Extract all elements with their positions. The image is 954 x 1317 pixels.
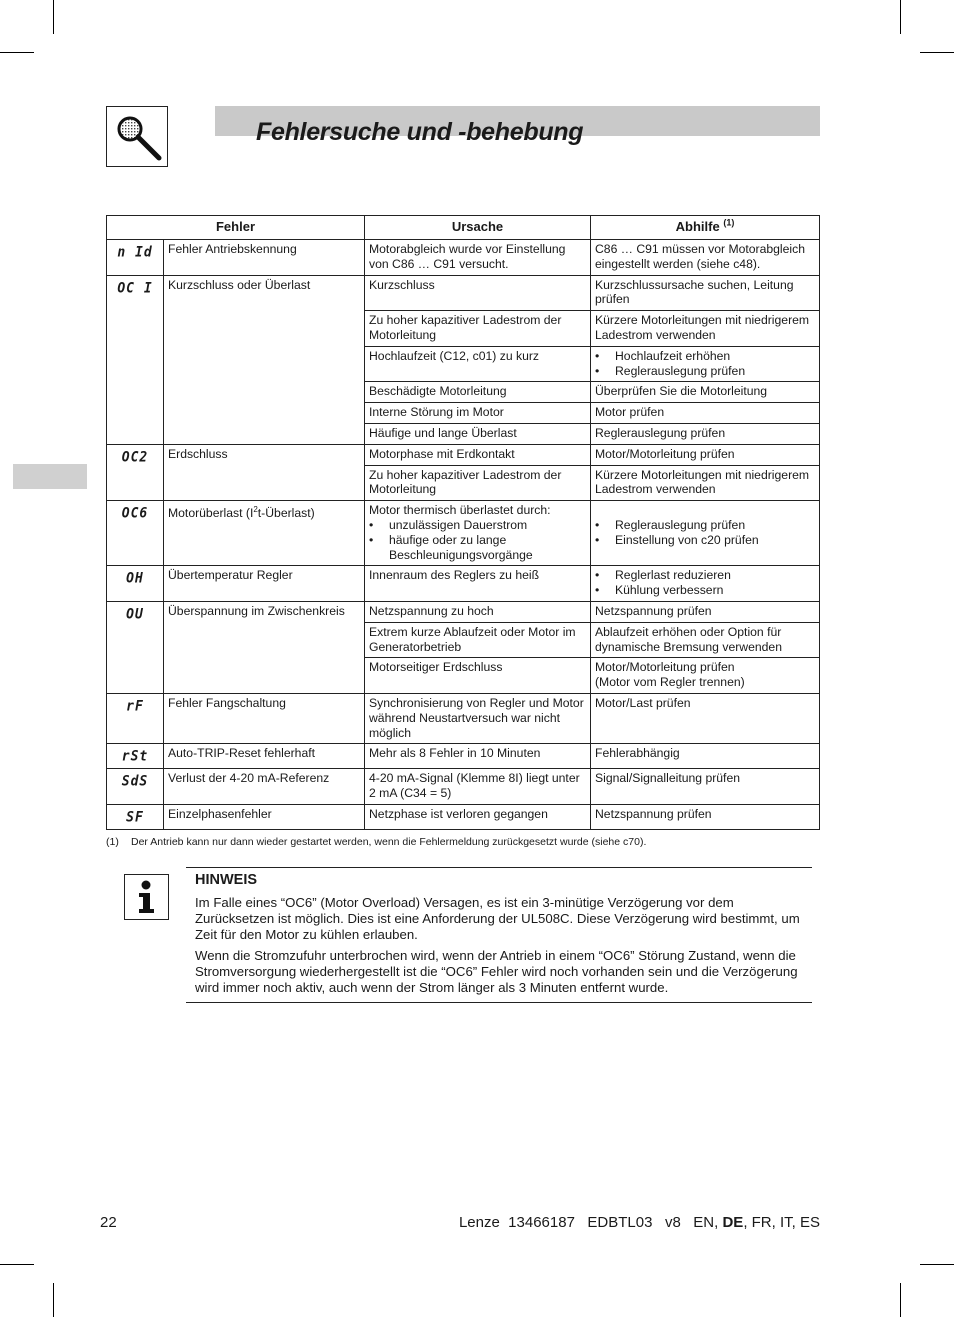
fault-cause: [365, 804, 591, 829]
fault-remedy: [591, 658, 820, 694]
table-row: [107, 501, 820, 566]
cell-line: Hochlaufzeit (C12, c01) zu kurz: [369, 348, 540, 363]
fault-code: [107, 693, 164, 743]
fault-cause: [365, 622, 591, 658]
fault-cause: [365, 601, 591, 622]
fault-cause: [365, 693, 591, 743]
fault-code: [107, 275, 164, 444]
table-row: [107, 240, 820, 276]
footer-doc-text: Lenze 13466187 EDBTL03 v8 EN,: [458, 1214, 723, 1231]
cell-line: Motor thermisch überlastet durch:: [369, 503, 551, 518]
fault-code: [107, 501, 164, 566]
bullet: •: [595, 348, 600, 363]
crop-mark: [53, 0, 54, 34]
desc-part: Motorüberlast (I: [168, 506, 254, 521]
fault-remedy: [591, 804, 820, 829]
header-fault: Fehler: [107, 216, 365, 240]
note-paragraph-2: Wenn die Stromzufuhr unterbrochen wird, wenn der Antrieb in einem “OC6” Störung Zustand, wenn die Stromversorgung wiederhergestellt ist die “OC6” Fehler wird noch vorhanden sein und die Verzögerung wird immer noch aktiv, auch wenn der Strom länger als 3 Minuten entfernt wurde.: [195, 948, 798, 996]
table-row: [107, 601, 820, 622]
fault-description: Auto-TRIP-Reset fehlerhaft: [164, 744, 365, 769]
bullet-item: [595, 568, 815, 583]
crop-mark: [0, 1264, 34, 1265]
cell-line: Innenraum des Reglers zu heiß: [369, 568, 540, 583]
fault-code-display: OU: [126, 606, 144, 623]
fault-code-display: SdS: [121, 773, 149, 790]
note-title: HINWEIS: [195, 872, 258, 888]
page-number: 22: [100, 1214, 117, 1231]
bullet: •: [595, 532, 600, 547]
bullet-text: Reglerlast reduzieren: [615, 568, 731, 583]
cell-line: Mehr als 8 Fehler in 10 Minuten: [369, 746, 541, 761]
fault-code: [107, 444, 164, 500]
cell-line: Netzphase ist verloren gegangen: [369, 806, 548, 821]
cell-line: Motor/Motorleitung prüfen: [595, 446, 735, 461]
desc-sup: 2: [253, 505, 258, 515]
cell-line: Synchronisierung von Regler und Motor während Neustartversuch war nicht möglich: [369, 695, 584, 740]
fault-cause: [365, 275, 591, 311]
fault-description: Erdschluss: [164, 444, 365, 500]
fault-remedy: [591, 601, 820, 622]
crop-mark: [0, 52, 34, 53]
bullet-text: Einstellung von c20 prüfen: [615, 532, 759, 547]
fault-description: Einzelphasenfehler: [164, 804, 365, 829]
cell-line: Kürzere Motorleitungen mit niedrigerem Ladestrom verwenden: [595, 467, 810, 497]
cell-line: Motor/Last prüfen: [595, 695, 691, 710]
bullet-text: Kühlung verbessern: [615, 583, 724, 598]
header-cause: Ursache: [365, 216, 591, 240]
chapter-tab: [13, 464, 87, 489]
bullet-item: [595, 518, 815, 533]
fault-code: [107, 601, 164, 693]
fault-cause: [365, 240, 591, 276]
fault-remedy: [591, 693, 820, 743]
cell-line: Netzspannung prüfen: [595, 806, 712, 821]
cell-line: Motorseitiger Erdschluss: [369, 660, 503, 675]
fault-cause: [365, 465, 591, 501]
footer-doc-info: [459, 1214, 820, 1231]
cell-line: Signal/Signalleitung prüfen: [595, 771, 741, 786]
bullet-item: [595, 533, 815, 548]
fault-remedy: [591, 444, 820, 465]
cell-line: Beschädigte Motorleitung: [369, 384, 507, 399]
bullet-text: häufige oder zu lange Beschleunigungsvorgänge: [389, 532, 533, 562]
fault-cause: [365, 658, 591, 694]
fault-description: [164, 501, 365, 566]
fault-code-display: OC2: [121, 448, 149, 466]
cell-line: Interne Störung im Motor: [369, 405, 504, 420]
fault-remedy: [591, 275, 820, 311]
table-row: [107, 769, 820, 805]
fault-remedy: [591, 423, 820, 444]
cell-line: Zu hoher kapazitiver Ladestrom der Motorleitung: [369, 467, 562, 497]
page-title: Fehlersuche und -behebung: [256, 118, 584, 146]
fault-code: [107, 769, 164, 805]
fault-cause: [365, 566, 591, 602]
fault-code: [107, 240, 164, 276]
cell-line: Kürzere Motorleitungen mit niedrigerem Ladestrom verwenden: [595, 313, 810, 342]
fault-code: [107, 804, 164, 829]
bullet-text: Reglerauslegung prüfen: [615, 363, 746, 378]
cell-line: Reglerauslegung prüfen: [595, 425, 726, 440]
table-row: [107, 566, 820, 602]
bullet-item: [595, 349, 815, 364]
table-header-row: [107, 216, 820, 240]
footnote-text: Der Antrieb kann nur dann wieder gestartet werden, wenn die Fehlermeldung zurückgesetzt wurde (siehe c70).: [131, 836, 647, 848]
bullet: •: [595, 568, 600, 583]
desc-part: t-Überlast): [257, 506, 315, 521]
bullet-text: Reglerauslegung prüfen: [615, 517, 746, 532]
fault-code-display: rSt: [121, 748, 149, 765]
fault-code-display: OH: [126, 570, 144, 588]
crop-mark: [920, 52, 954, 53]
table-row: [107, 693, 820, 743]
bullet: •: [595, 583, 600, 598]
fault-code-display: n Id: [117, 244, 153, 261]
fault-cause: [365, 311, 591, 347]
footnote-number: (1): [106, 836, 119, 848]
fault-table-body: [107, 240, 820, 830]
fault-remedy: [591, 382, 820, 403]
magnifier-icon: [106, 106, 168, 167]
cell-line: Extrem kurze Ablaufzeit oder Motor im Generatorbetrieb: [369, 624, 576, 654]
cell-line: Netzspannung zu hoch: [369, 603, 494, 618]
remedy-spacer: [595, 503, 815, 518]
fault-description: Verlust der 4-20 mA-Referenz: [164, 769, 365, 805]
fault-code: [107, 566, 164, 602]
fault-cause: [365, 501, 591, 566]
cell-line: 4-20 mA-Signal (Klemme 8I) liegt unter 2 mA (C34 = 5): [369, 771, 580, 800]
fault-cause: [365, 769, 591, 805]
fault-remedy: [591, 769, 820, 805]
fault-remedy: [591, 311, 820, 347]
fault-cause: [365, 744, 591, 769]
fault-code-display: OC I: [117, 279, 153, 297]
fault-remedy: [591, 501, 820, 566]
bullet: •: [369, 517, 374, 532]
cell-line: Motorphase mit Erdkontakt: [369, 446, 515, 461]
footnote: [106, 836, 646, 848]
fault-remedy: [591, 566, 820, 602]
bullet-item: [595, 364, 815, 379]
crop-mark: [900, 0, 901, 34]
fault-code-display: SF: [126, 808, 144, 826]
bullet: •: [595, 363, 600, 378]
fault-cause: [365, 444, 591, 465]
fault-remedy: [591, 622, 820, 658]
cell-line: (Motor vom Regler trennen): [595, 675, 745, 690]
cell-line: Motor/Motorleitung prüfen: [595, 660, 735, 675]
footer-lang-rest: , FR, IT, ES: [743, 1214, 820, 1231]
bullet-text: Hochlaufzeit erhöhen: [615, 348, 731, 363]
fault-code-display: rF: [126, 698, 144, 715]
fault-remedy: [591, 744, 820, 769]
fault-description: Fehler Antriebskennung: [164, 240, 365, 276]
fault-description: Kurzschluss oder Überlast: [164, 275, 365, 444]
bullet: •: [595, 517, 600, 532]
cell-line: Überprüfen Sie die Motorleitung: [595, 384, 768, 399]
cell-line: Ablaufzeit erhöhen oder Option für dynamische Bremsung verwenden: [595, 624, 782, 654]
fault-code: [107, 744, 164, 769]
fault-cause: [365, 423, 591, 444]
fault-cause: [365, 382, 591, 403]
cell-line: Kurzschlussursache suchen, Leitung prüfen: [595, 277, 794, 307]
cell-line: Zu hoher kapazitiver Ladestrom der Motorleitung: [369, 313, 562, 342]
cell-line: Kurzschluss: [369, 277, 435, 292]
fault-remedy: [591, 240, 820, 276]
crop-mark: [53, 1283, 54, 1317]
fault-description: Übertemperatur Regler: [164, 566, 365, 602]
cell-line: Motorabgleich wurde vor Einstellung von C86 … C91 versucht.: [369, 242, 566, 271]
bullet-text: unzulässigen Dauerstrom: [389, 517, 528, 532]
fault-description: Fehler Fangschaltung: [164, 693, 365, 743]
bullet-item: [595, 583, 815, 598]
table-row: [107, 275, 820, 311]
crop-mark: [900, 1283, 901, 1317]
fault-remedy: [591, 346, 820, 382]
footer-lang-active: DE: [722, 1214, 744, 1231]
fault-remedy: [591, 465, 820, 501]
fault-table: [106, 215, 820, 830]
header-remedy: Abhilfe $^{(1)}$: [591, 216, 820, 240]
fault-cause: [365, 346, 591, 382]
bullet: •: [369, 532, 374, 547]
crop-mark: [920, 1264, 954, 1265]
note-paragraph-1: Im Falle eines “OC6” (Motor Overload) Versagen, es ist ein 3-minütige Verzögerung vor dem Zurücksetzen ist möglich. Dies ist eine Anforderung der UL508C. Diese Verzögerung wird bestimmt, um Zeit für den Motor zu kühlen erlauben.: [195, 895, 800, 943]
table-row: [107, 744, 820, 769]
fault-remedy: [591, 403, 820, 424]
cell-line: Motor prüfen: [595, 405, 665, 420]
info-icon: [124, 874, 169, 920]
fault-cause: [365, 403, 591, 424]
cell-line: Fehlerabhängig: [595, 746, 680, 761]
cell-line: Netzspannung prüfen: [595, 603, 712, 618]
fault-code-display: OC6: [121, 505, 149, 522]
cell-line: Häufige und lange Überlast: [369, 425, 517, 440]
table-row: [107, 444, 820, 465]
table-row: [107, 804, 820, 829]
cell-line: C86 … C91 müssen vor Motorabgleich eingestellt werden (siehe c48).: [595, 242, 805, 271]
fault-description: Überspannung im Zwischenkreis: [164, 601, 365, 693]
bullet-item: [369, 518, 586, 533]
bullet-item: [369, 533, 586, 563]
